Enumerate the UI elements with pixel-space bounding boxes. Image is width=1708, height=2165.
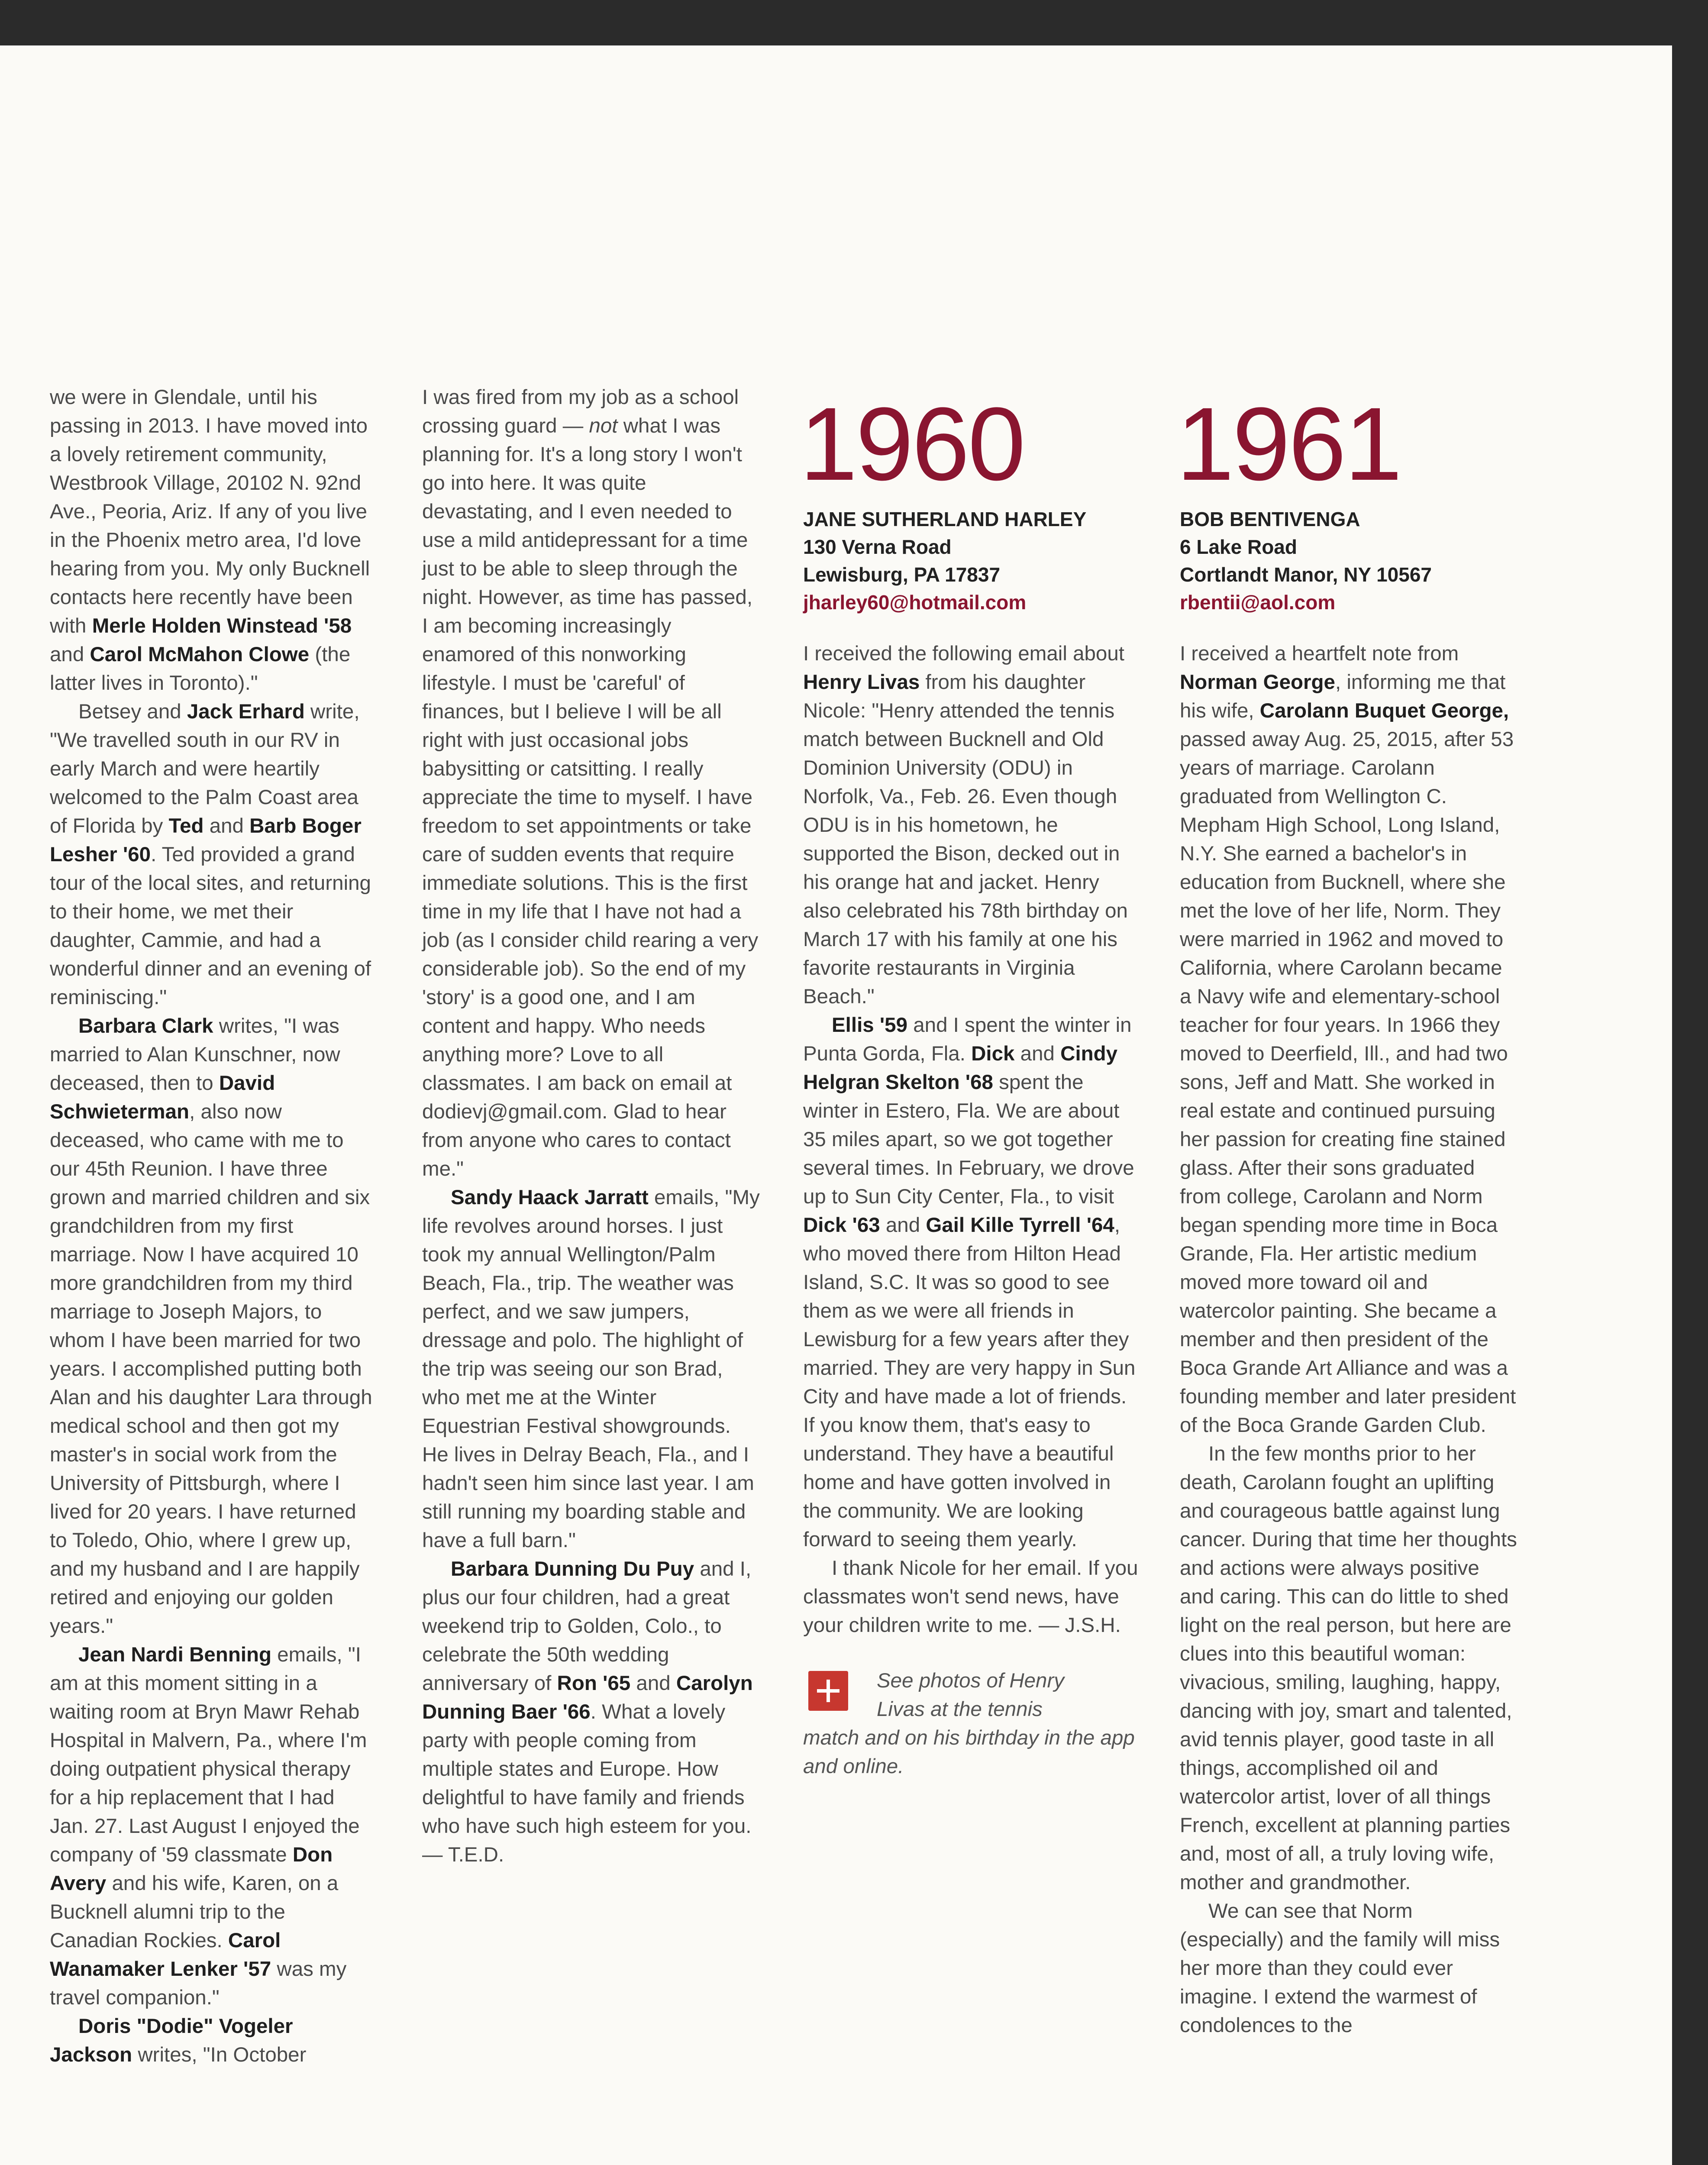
paragraph: Sandy Haack Jarratt emails, "My life revolves around horses. I just took my annual Wellington/Palm Beach, Fla., trip. The weather was perfect, and we saw jumpers, dressage and polo. The highlight of the trip was seeing our son Brad, who met me at the Winter Equestrian Festival showgrounds. He lives in Delray Beach, Fla., and I hadn't seen him since last year. I am still running my boarding stable and have a full barn."	[422, 1186, 760, 1552]
alumni-name: Henry Livas	[803, 671, 920, 694]
column-1	[50, 383, 379, 2069]
class-correspondent	[1180, 505, 1518, 616]
paragraph: Ellis '59 and I spent the winter in Punta Gorda, Fla. Dick and Cindy Helgran Skelton '68 spent the winter in Estero, Fla. We are about 35 miles apart, so we got together several times. In February, we drove up to Sun City Center, Fla., to visit Dick '63 and Gail Kille Tyrrell '64, who moved there from Hilton Head Island, S.C. It was so good to see them as we were all friends in Lewisburg for a few years after they married. They are very happy in Sun City and have made a lot of friends. If you know them, that's easy to understand. They have a beautiful home and have gotten involved in the community. We are looking forward to seeing them yearly.	[803, 1014, 1136, 1551]
alumni-name: Don Avery	[50, 1843, 333, 1895]
plus-icon	[808, 1671, 848, 1711]
alumni-name: Carolann Buquet George,	[1259, 699, 1509, 722]
paragraph: Doris "Dodie" Vogeler Jackson writes, "In October	[50, 2015, 307, 2066]
alumni-name: David Schwieterman	[50, 1072, 275, 1123]
class-year-heading: 1960	[800, 386, 1024, 502]
alumni-name: Barbara Clark	[78, 1015, 213, 1037]
correspondent-address: 130 Verna Road	[803, 536, 952, 558]
paragraph: Betsey and Jack Erhard write, "We travelled south in our RV in early March and were heartily welcomed to the Palm Coast area of Florida by Ted and Barb Boger Lesher '60. Ted provided a grand tour of the local sites, and returning to their home, we met their daughter, Cammie, and had a wonderful dinner and an evening of reminiscing."	[50, 700, 371, 1009]
correspondent-email[interactable]: rbentii@aol.com	[1180, 591, 1336, 614]
class-year-heading: 1961	[1176, 386, 1401, 502]
alumni-name: Jean Nardi Benning	[78, 1643, 272, 1666]
alumni-name: Ron '65	[557, 1672, 631, 1695]
paragraph: Barbara Clark writes, "I was married to Alan Kunschner, now deceased, then to David Schwieterman, also now deceased, who came with me to our 45th Reunion. I have three grown and married children and six grandchildren from my first marriage. Now I have acquired 10 more grandchildren from my third marriage to Joseph Majors, to whom I have been married for two years. I accomplished putting both Alan and his daughter Lara through medical school and then got my master's in social work from the University of Pittsburgh, where I lived for 20 years. I have returned to Toledo, Ohio, where I grew up, and my husband and I are happily retired and enjoying our golden years."	[50, 1015, 372, 1638]
paragraph: In the few months prior to her death, Carolann fought an uplifting and courageous battle against lung cancer. During that time her thoughts and actions were always positive and caring. This can do little to shed light on the real person, but here are clues into this beautiful woman: vivacious, smiling, laughing, happy, dancing with joy, smart and talented, avid tennis player, good taste in all things, accomplished oil and watercolor artist, lover of all things French, excellent at planning parties and, most of all, a truly loving wife, mother and grandmother.	[1180, 1442, 1517, 1894]
app-callout[interactable]: See photos of Henry Livas at the tennis match and on his birthday in the app and online.	[803, 1669, 1135, 1778]
alumni-name: Gail Kille Tyrrell '64	[926, 1214, 1114, 1237]
magazine-page	[0, 45, 1672, 2165]
paragraph: Jean Nardi Benning emails, "I am at this moment sitting in a waiting room at Bryn Mawr Rehab Hospital in Malvern, Pa., where I'm doing outpatient physical therapy for a hip replacement that I had Jan. 27. Last August I enjoyed the company of '59 classmate Don Avery and his wife, Karen, on a Bucknell alumni trip to the Canadian Rockies. Carol Wanamaker Lenker '57 was my travel companion."	[50, 1643, 367, 2009]
correspondent-city: Cortlandt Manor, NY 10567	[1180, 563, 1432, 586]
alumni-name: Doris "Dodie" Vogeler Jackson	[50, 2015, 293, 2066]
alumni-name: Barbara Dunning Du Puy	[451, 1558, 694, 1580]
alumni-name: Ellis '59	[832, 1014, 908, 1037]
paragraph: I received a heartfelt note from Norman George, informing me that his wife, Carolann Buquet George, passed away Aug. 25, 2015, after 53 years of marriage. Carolann graduated from Wellington C. Mepham High School, Long Island, N.Y. She earned a bachelor's in education from Bucknell, where she met the love of her life, Norm. They were married in 1962 and moved to California, where Carolann became a Navy wife and elementary-school teacher for four years. In 1966 they moved to Deerfield, Ill., and had two sons, Jeff and Matt. She worked in real estate and continued pursuing her passion for creating fine stained glass. After their sons graduated from college, Carolann and Norm began spending more time in Boca Grande, Fla. Her artistic medium moved more toward oil and watercolor painting. She became a member and then president of the Boca Grande Art Alliance and was a founding member and later president of the Boca Grande Garden Club.	[1180, 642, 1516, 1437]
alumni-name: Merle Holden Winstead '58	[92, 614, 352, 637]
paragraph: We can see that Norm (especially) and the family will miss her more than they could ever imagine. I extend the warmest of condolences to the	[1180, 1900, 1500, 2037]
correspondent-name: BOB BENTIVENGA	[1180, 508, 1360, 530]
correspondent-name: JANE SUTHERLAND HARLEY	[803, 508, 1087, 530]
alumni-name: Jack Erhard	[187, 700, 305, 723]
alumni-name: Norman George	[1180, 671, 1335, 694]
paragraph: Barbara Dunning Du Puy and I, plus our four children, had a great weekend trip to Golden, Colo., to celebrate the 50th wedding anniversary of Ron '65 and Carolyn Dunning Baer '66. What a lovely party with people coming from multiple states and Europe. How delightful to have family and friends who have such high esteem for you. — T.E.D.	[422, 1558, 753, 1866]
paragraph: we were in Glendale, until his passing in 2013. I have moved into a lovely retirement community, Westbrook Village, 20102 N. 92nd Ave., Peoria, Ariz. If any of you live in the Phoenix metro area, I'd love hearing from you. My only Bucknell contacts here recently have been with Merle Holden Winstead '58 and Carol McMahon Clowe (the latter lives in Toronto)."	[50, 386, 370, 695]
column-1961	[1176, 386, 1518, 2040]
alumni-name: Carol McMahon Clowe	[90, 643, 310, 666]
correspondent-address: 6 Lake Road	[1180, 536, 1297, 558]
class-correspondent	[803, 505, 1141, 616]
alumni-name: Ted	[168, 814, 204, 837]
paragraph: I received the following email about Henry Livas from his daughter Nicole: "Henry attended the tennis match between Bucknell and Old Dominion University (ODU) in Norfolk, Va., Feb. 26. Even though ODU is in his hometown, he supported the Bison, decked out in his orange hat and jacket. Henry also celebrated his 78th birthday on March 17 with his family at one his favorite restaurants in Virginia Beach."	[803, 642, 1128, 1008]
column-1960	[800, 386, 1141, 1781]
correspondent-email[interactable]: jharley60@hotmail.com	[803, 591, 1027, 614]
correspondent-city: Lewisburg, PA 17837	[803, 563, 1001, 586]
alumni-name: Barb Boger Lesher '60	[50, 814, 362, 866]
paragraph: I was fired from my job as a school crossing guard — not what I was planning for. It's a long story I won't go into here. It was quite devastating, and I even needed to use a mild antidepressant for a time just to be able to sleep through the night. However, as time has passed, I am becoming increasingly enamored of this nonworking lifestyle. I must be 'careful' of finances, but I believe I will be all right with just occasional jobs babysitting or catsitting. I really appreciate the time to myself. I have freedom to set appointments or take care of sudden events that require immediate solutions. This is the first time in my life that I have not had a job (as I consider child rearing a very considerable job). So the end of my 'story' is a good one, and I am content and happy. Who needs anything more? Love to all classmates. I am back on email at dodievj@gmail.com. Glad to hear from anyone who cares to contact me."	[422, 386, 759, 1180]
alumni-name: Carol Wanamaker Lenker '57	[50, 1929, 281, 1981]
alumni-name: Dick	[971, 1042, 1015, 1065]
alumni-name: Sandy Haack Jarratt	[451, 1186, 649, 1209]
alumni-name: Dick '63	[803, 1214, 880, 1237]
alumni-name: Cindy Helgran Skelton '68	[803, 1042, 1118, 1094]
paragraph: I thank Nicole for her email. If you classmates won't send news, have your children write to me. — J.S.H.	[803, 1557, 1138, 1637]
column-2	[422, 383, 760, 1869]
alumni-name: Carolyn Dunning Baer '66	[422, 1672, 753, 1723]
